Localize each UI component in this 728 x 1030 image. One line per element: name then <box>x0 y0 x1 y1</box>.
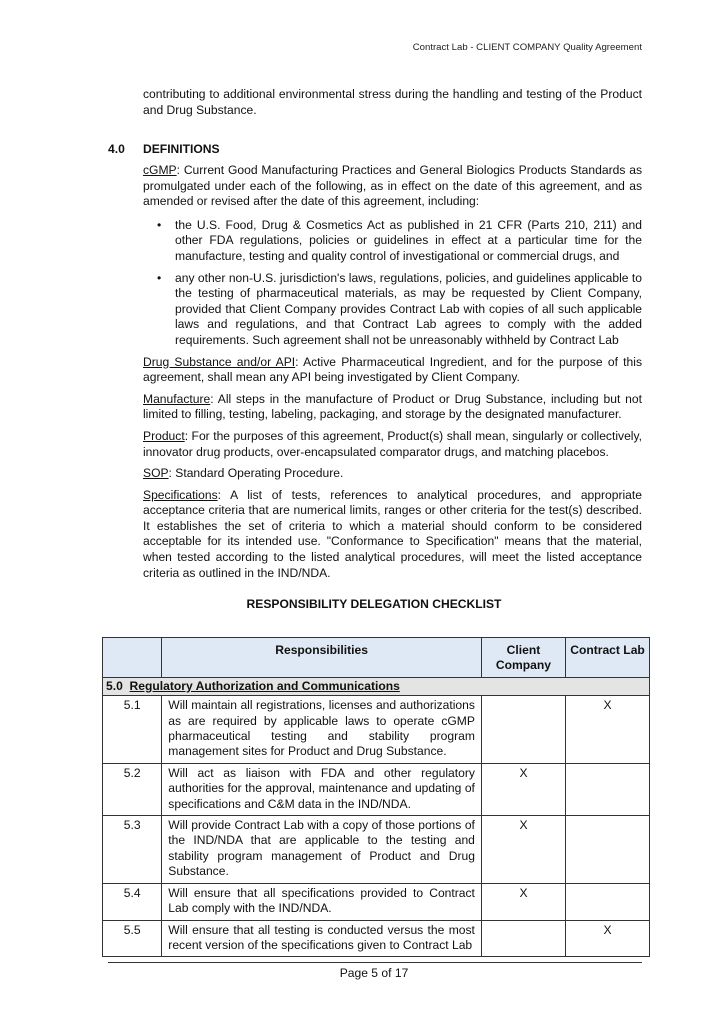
row-client-mark: X <box>481 816 565 884</box>
definition-product <box>143 429 642 460</box>
row-contract-mark: X <box>566 920 650 957</box>
section-row-cell <box>103 677 650 695</box>
definition-text: : Current Good Manufacturing Practices and General Biologics Products Standards as promulgated under each of the following, as in effect on the date of this agreement, and as amended or revised after the date of this agreement, including: <box>143 163 642 209</box>
definition-manufacture <box>143 392 642 423</box>
row-number: 5.1 <box>103 696 162 764</box>
cgmp-bullet-list <box>143 218 642 349</box>
definition-cgmp <box>143 163 642 210</box>
bullet-icon: • <box>157 217 162 232</box>
section-heading <box>108 142 220 156</box>
row-text: Will act as liaison with FDA and other regulatory authorities for the approval, maintenance and updating of specifications and C&M data in the IND/NDA. <box>162 763 482 815</box>
row-text: Will ensure that all testing is conducted versus the most recent version of the specifications given to Contract Lab <box>162 920 482 957</box>
definition-sop <box>143 466 642 482</box>
page-header: Contract Lab - CLIENT COMPANY Quality Agreement <box>412 42 642 53</box>
row-text: Will ensure that all specifications provided to Contract Lab comply with the IND/NDA. <box>162 883 482 920</box>
definition-term: Drug Substance and/or API <box>143 354 296 369</box>
definition-text: : Standard Operating Procedure. <box>168 466 344 481</box>
definition-term: Specifications <box>143 487 218 502</box>
bullet-text: the U.S. Food, Drug & Cosmetics Act as published in 21 CFR (Parts 210, 211) and other FDA regulations, policies or guidelines in effect at a particular time for the manufacture, testing and quality control of investigational or commercial drugs, and <box>175 217 642 263</box>
bullet-text: any other non-U.S. jurisdiction's laws, regulations, policies, and guidelines applicable to the testing of pharmaceutical materials, as may be requested by Client Company, provided that Client Company provides Contract Lab with copies of all such applicable laws and regulations, and that Contract Lab agrees to comply with the added requirements. Such agreement shall not be unreasonably withheld by Contract Lab <box>175 270 642 347</box>
row-number: 5.2 <box>103 763 162 815</box>
definition-api <box>143 355 642 386</box>
definitions-block <box>143 163 642 581</box>
header-num-cell <box>103 638 162 678</box>
bullet-item <box>143 271 642 349</box>
definition-text: : Active Pharmaceutical Ingredient, and for the purpose of this agreement, shall mean any API being investigated by Client Company. <box>143 354 642 385</box>
responsibility-table <box>102 637 650 957</box>
row-contract-mark <box>566 763 650 815</box>
table-row <box>103 883 650 920</box>
row-client-mark: X <box>481 763 565 815</box>
header-client-company: Client Company <box>481 638 565 678</box>
row-contract-mark: X <box>566 696 650 764</box>
row-number: 5.4 <box>103 883 162 920</box>
header-contract-lab: Contract Lab <box>566 638 650 678</box>
row-text: Will maintain all registrations, licenses and authorizations as are required by applicable laws to operate cGMP pharmaceutical testing and stability program management sites for Product and Drug Substance. <box>162 696 482 764</box>
table-section-row <box>103 677 650 695</box>
row-text: Will provide Contract Lab with a copy of those portions of the IND/NDA that are applicable to the testing and stability program management of Product and Drug Substance. <box>162 816 482 884</box>
table-header-row <box>103 638 650 678</box>
row-number: 5.3 <box>103 816 162 884</box>
definition-specifications <box>143 488 642 582</box>
section-row-number: 5.0 <box>106 678 123 693</box>
section-title: DEFINITIONS <box>143 142 220 156</box>
table-row <box>103 763 650 815</box>
intro-paragraph <box>143 87 642 118</box>
row-number: 5.5 <box>103 920 162 957</box>
definition-term: Product <box>143 428 185 443</box>
intro-text: contributing to additional environmental stress during the handling and testing of the Product and Drug Substance. <box>143 87 642 117</box>
row-client-mark <box>481 696 565 764</box>
checklist-title: RESPONSIBILITY DELEGATION CHECKLIST <box>246 597 502 611</box>
header-responsibilities: Responsibilities <box>162 638 482 678</box>
definition-term: SOP <box>143 466 169 481</box>
definition-term: cGMP <box>143 163 177 177</box>
table-row <box>103 816 650 884</box>
row-client-mark <box>481 920 565 957</box>
row-contract-mark <box>566 883 650 920</box>
definition-text: : For the purposes of this agreement, Product(s) shall mean, singularly or collectively, innovator drug products, over-encapsulated comparator drugs, and matching placebos. <box>143 428 642 459</box>
bullet-item <box>143 218 642 265</box>
row-client-mark: X <box>481 883 565 920</box>
definition-text: : A list of tests, references to analytical procedures, and appropriate acceptance criteria that are numerical limits, ranges or other criteria for the test(s) described. It establishes the set of criteria to which a material should conform to be considered acceptable for its intended use. "Conformance to Specification" means that the material, when tested according to the listed analytical procedures, will meet the listed acceptance criteria as outlined in the IND/NDA. <box>143 487 642 580</box>
bullet-icon: • <box>157 270 162 285</box>
section-number: 4.0 <box>108 142 125 156</box>
footer-divider <box>108 962 642 963</box>
definition-text: : All steps in the manufacture of Product or Drug Substance, including but not limited to filling, testing, labeling, packaging, and storage by the designated manufacturer. <box>143 391 642 422</box>
table-row <box>103 696 650 764</box>
row-contract-mark <box>566 816 650 884</box>
table-row <box>103 920 650 957</box>
page-number: Page 5 of 17 <box>339 966 409 980</box>
section-row-title: Regulatory Authorization and Communications <box>129 678 400 693</box>
definition-term: Manufacture <box>143 391 211 406</box>
